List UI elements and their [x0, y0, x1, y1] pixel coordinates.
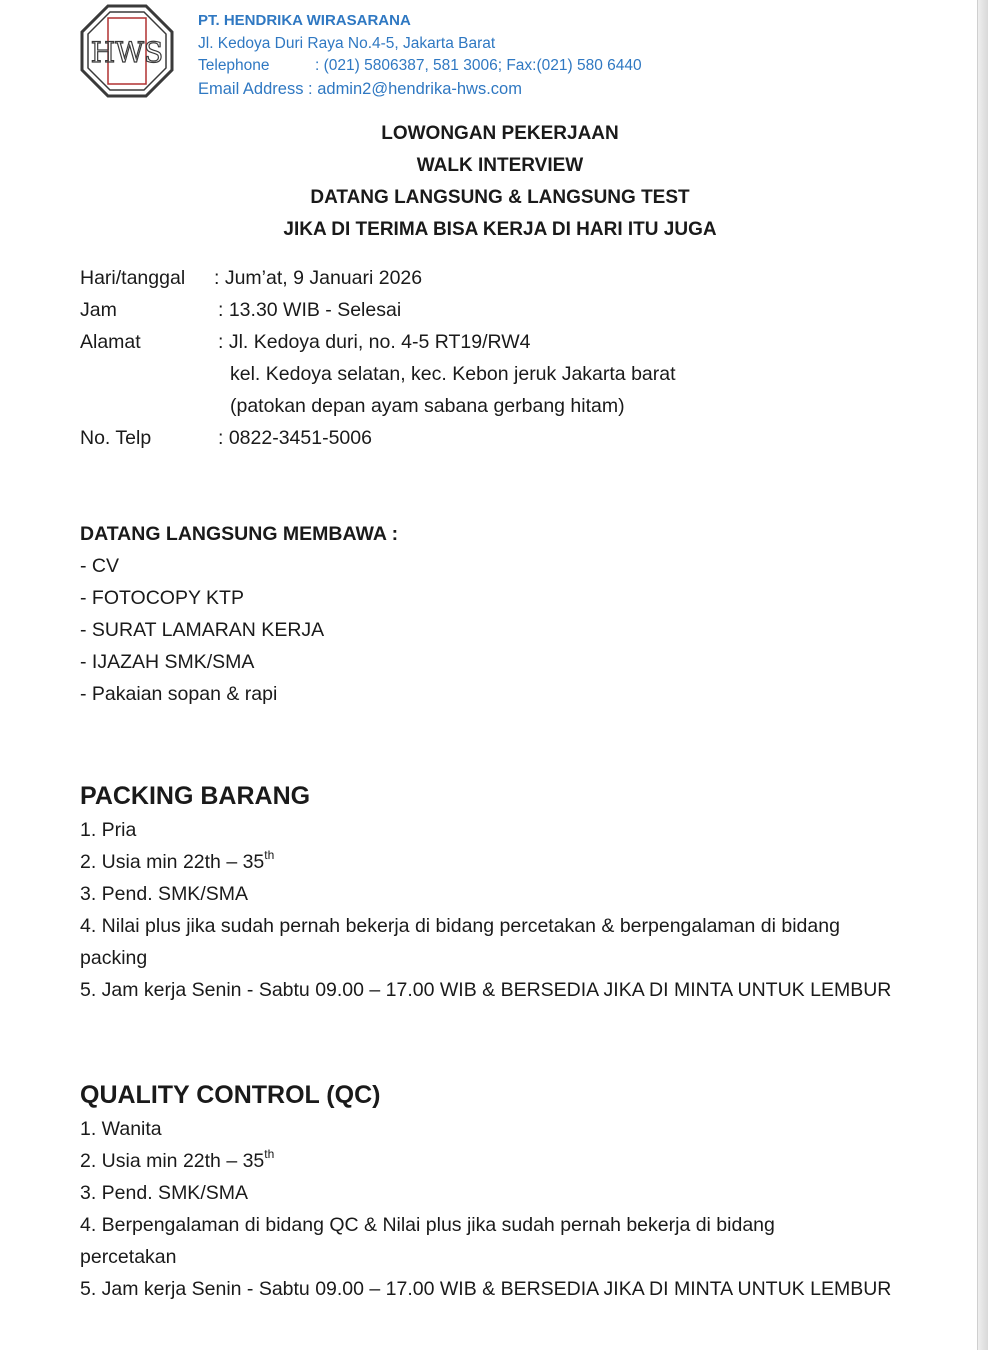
company-header — [198, 10, 642, 100]
company-logo — [80, 4, 174, 98]
list-item: - Pakaian sopan & rapi — [80, 683, 278, 705]
list-item: 1. Pria — [80, 819, 137, 841]
requirements-heading: DATANG LANGSUNG MEMBAWA : — [80, 523, 399, 545]
list-item: 5. Jam kerja Senin - Sabtu 09.00 – 17.00 WIB & BERSEDIA JIKA DI MINTA UNTUK LEMBUR — [80, 979, 892, 1001]
address-line-3-text: (patokan depan ayam sabana gerbang hitam) — [230, 395, 625, 417]
list-item-continued: packing — [80, 947, 148, 969]
company-telephone — [198, 55, 642, 78]
list-item: 4. Berpengalaman di bidang QC & Nilai plus jika sudah pernah bekerja di bidang — [80, 1214, 775, 1236]
telephone-label: Telephone — [198, 57, 270, 74]
logo-text: HWS — [90, 36, 164, 69]
announcement-headings — [0, 118, 988, 246]
list-item-continued: percetakan — [80, 1246, 177, 1268]
list-item — [80, 846, 891, 878]
phone-value: : 0822-3451-5006 — [218, 427, 372, 449]
company-email: Email Address : admin2@hendrika-hws.com — [198, 79, 522, 98]
age-superscript: th — [264, 847, 275, 862]
list-item: - CV — [80, 555, 119, 577]
date-label: Hari/tanggal — [80, 267, 186, 289]
qc-section — [80, 1077, 891, 1305]
address-line-2-text: kel. Kedoya selatan, kec. Kebon jeruk Jakarta barat — [230, 363, 676, 385]
age-text: 2. Usia min 22th – 35 — [80, 1150, 265, 1172]
list-item: 3. Pend. SMK/SMA — [80, 1182, 248, 1204]
phone-label: No. Telp — [80, 427, 152, 449]
list-item: 4. Nilai plus jika sudah pernah bekerja di bidang percetakan & berpengalaman di bidang — [80, 915, 840, 937]
list-item: - IJAZAH SMK/SMA — [80, 651, 255, 673]
list-item: - FOTOCOPY KTP — [80, 587, 244, 609]
age-superscript: th — [264, 1146, 275, 1161]
list-item: - SURAT LAMARAN KERJA — [80, 619, 325, 641]
heading-3: DATANG LANGSUNG & LANGSUNG TEST — [310, 187, 690, 208]
list-item: 3. Pend. SMK/SMA — [80, 883, 248, 905]
address-label: Alamat — [80, 331, 141, 353]
time-value: : 13.30 WIB - Selesai — [218, 299, 402, 321]
heading-1: LOWONGAN PEKERJAAN — [381, 123, 619, 144]
telephone-value: : (021) 5806387, 581 3006; Fax:(021) 580 6440 — [315, 57, 642, 74]
list-item: 5. Jam kerja Senin - Sabtu 09.00 – 17.00 WIB & BERSEDIA JIKA DI MINTA UNTUK LEMBUR — [80, 1278, 892, 1300]
heading-4: JIKA DI TERIMA BISA KERJA DI HARI ITU JUGA — [283, 219, 717, 240]
list-item: 1. Wanita — [80, 1118, 162, 1140]
company-name: PT. HENDRIKA WIRASARANA — [198, 12, 411, 29]
list-item — [80, 1145, 891, 1177]
date-value: : Jum’at, 9 Januari 2026 — [214, 267, 423, 289]
qc-title: QUALITY CONTROL (QC) — [80, 1081, 381, 1109]
address-value: : Jl. Kedoya duri, no. 4-5 RT19/RW4 — [218, 331, 531, 353]
requirements-list — [80, 518, 398, 710]
company-address: Jl. Kedoya Duri Raya No.4-5, Jakarta Barat — [198, 34, 496, 52]
time-label: Jam — [80, 299, 117, 321]
packing-section — [80, 778, 891, 1006]
packing-title: PACKING BARANG — [80, 782, 311, 810]
age-text: 2. Usia min 22th – 35 — [80, 851, 265, 873]
heading-2: WALK INTERVIEW — [416, 155, 584, 176]
